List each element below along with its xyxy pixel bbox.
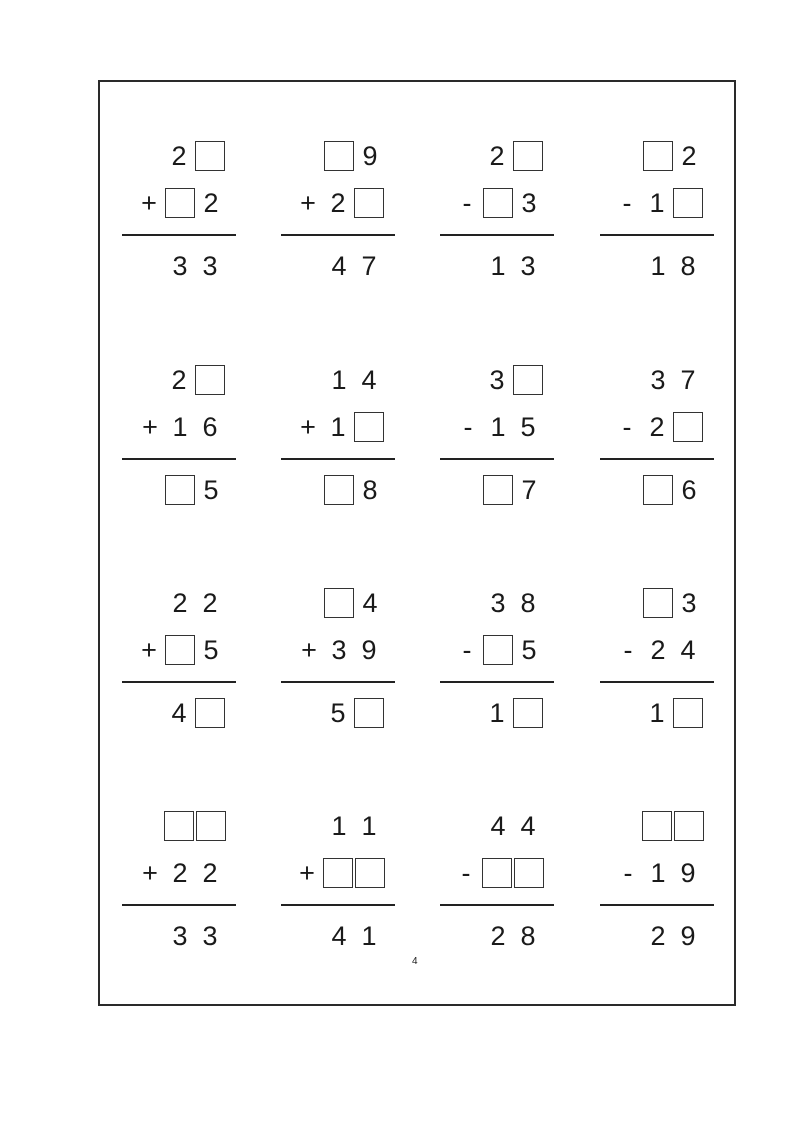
- result-number: [418, 916, 578, 956]
- sum-line: [440, 681, 554, 683]
- digit: 4: [490, 810, 506, 841]
- digit: 1: [649, 697, 665, 728]
- minus-operator: -: [462, 634, 472, 665]
- digit: 2: [203, 187, 219, 218]
- digit: 3: [520, 250, 536, 281]
- digit: 3: [521, 187, 537, 218]
- top-number: [259, 360, 419, 400]
- top-number: [418, 806, 578, 846]
- result-number: [578, 693, 738, 733]
- operand-line: [100, 183, 260, 223]
- operand-line: [578, 630, 738, 670]
- minus-operator: -: [623, 857, 633, 888]
- top-number: [578, 360, 738, 400]
- digit: 4: [362, 587, 378, 618]
- answer-box[interactable]: [673, 188, 703, 218]
- digit: 1: [330, 411, 346, 442]
- minus-operator: -: [623, 634, 633, 665]
- digit: 7: [521, 474, 537, 505]
- answer-box[interactable]: [324, 141, 354, 171]
- digit: 6: [202, 411, 218, 442]
- sum-line: [600, 681, 714, 683]
- digit: 8: [362, 474, 378, 505]
- math-problem: [100, 577, 260, 757]
- result-number: [578, 246, 738, 286]
- answer-box[interactable]: [195, 698, 225, 728]
- top-number: [578, 806, 738, 846]
- digit: 2: [202, 857, 218, 888]
- operand-line: [259, 853, 419, 893]
- minus-operator: -: [463, 411, 473, 442]
- digit: 5: [520, 411, 536, 442]
- digit: 3: [202, 920, 218, 951]
- digit: 4: [361, 364, 377, 395]
- answer-box[interactable]: [482, 858, 512, 888]
- math-problem: [578, 800, 738, 980]
- answer-box[interactable]: [483, 635, 513, 665]
- top-number: [100, 806, 260, 846]
- result-number: [259, 470, 419, 510]
- digit: 2: [650, 634, 666, 665]
- sum-line: [122, 234, 236, 236]
- digit: 2: [681, 140, 697, 171]
- math-problem: [100, 354, 260, 534]
- digit: 5: [203, 634, 219, 665]
- math-problem: [259, 800, 419, 980]
- result-number: [418, 246, 578, 286]
- top-number: [578, 136, 738, 176]
- answer-box[interactable]: [483, 475, 513, 505]
- digit: 9: [362, 140, 378, 171]
- sum-line: [440, 234, 554, 236]
- digit: 4: [520, 810, 536, 841]
- answer-box[interactable]: [642, 811, 672, 841]
- operand-line: [100, 630, 260, 670]
- answer-box[interactable]: [514, 858, 544, 888]
- digit: 3: [172, 920, 188, 951]
- top-number: [259, 806, 419, 846]
- answer-box[interactable]: [513, 698, 543, 728]
- math-problem: [418, 577, 578, 757]
- digit: 3: [172, 250, 188, 281]
- answer-box[interactable]: [674, 811, 704, 841]
- digit: 1: [650, 857, 666, 888]
- answer-box[interactable]: [643, 141, 673, 171]
- minus-operator: -: [622, 411, 632, 442]
- plus-operator: +: [300, 411, 316, 442]
- sum-line: [600, 904, 714, 906]
- math-problem: [259, 577, 419, 757]
- digit: 4: [331, 250, 347, 281]
- answer-box[interactable]: [323, 858, 353, 888]
- digit: 1: [489, 697, 505, 728]
- top-number: [578, 583, 738, 623]
- operand-line: [418, 630, 578, 670]
- digit: 1: [172, 411, 188, 442]
- result-number: [259, 693, 419, 733]
- digit: 1: [490, 250, 506, 281]
- operand-line: [418, 853, 578, 893]
- minus-operator: -: [462, 187, 472, 218]
- digit: 2: [490, 920, 506, 951]
- plus-operator: +: [300, 187, 316, 218]
- digit: 1: [650, 250, 666, 281]
- math-problem: [578, 577, 738, 757]
- math-problem: [100, 130, 260, 310]
- answer-box[interactable]: [355, 858, 385, 888]
- top-number: [100, 583, 260, 623]
- result-number: [418, 693, 578, 733]
- result-number: [100, 470, 260, 510]
- sum-line: [600, 234, 714, 236]
- digit: 2: [172, 857, 188, 888]
- page-number: 4: [412, 956, 418, 967]
- digit: 6: [681, 474, 697, 505]
- plus-operator: +: [141, 634, 157, 665]
- digit: 8: [520, 587, 536, 618]
- sum-line: [281, 681, 395, 683]
- sum-line: [281, 904, 395, 906]
- answer-box[interactable]: [165, 635, 195, 665]
- answer-box[interactable]: [195, 365, 225, 395]
- digit: 1: [361, 920, 377, 951]
- answer-box[interactable]: [513, 141, 543, 171]
- digit: 4: [331, 920, 347, 951]
- sum-line: [281, 234, 395, 236]
- sum-line: [440, 458, 554, 460]
- answer-box[interactable]: [354, 188, 384, 218]
- digit: 2: [202, 587, 218, 618]
- math-problem: [418, 800, 578, 980]
- digit: 2: [171, 364, 187, 395]
- math-problem: [578, 354, 738, 534]
- math-problem: [418, 130, 578, 310]
- minus-operator: -: [461, 857, 471, 888]
- answer-box[interactable]: [354, 412, 384, 442]
- operand-line: [418, 407, 578, 447]
- digit: 1: [331, 364, 347, 395]
- digit: 2: [649, 411, 665, 442]
- operand-line: [578, 407, 738, 447]
- result-number: [259, 246, 419, 286]
- math-problem: [100, 800, 260, 980]
- result-number: [578, 470, 738, 510]
- operand-line: [259, 630, 419, 670]
- top-number: [100, 136, 260, 176]
- digit: 5: [330, 697, 346, 728]
- digit: 3: [489, 364, 505, 395]
- digit: 4: [680, 634, 696, 665]
- digit: 9: [361, 634, 377, 665]
- digit: 3: [202, 250, 218, 281]
- digit: 8: [680, 250, 696, 281]
- digit: 3: [650, 364, 666, 395]
- digit: 1: [649, 187, 665, 218]
- answer-box[interactable]: [643, 475, 673, 505]
- top-number: [418, 136, 578, 176]
- answer-box[interactable]: [513, 365, 543, 395]
- operand-line: [418, 183, 578, 223]
- digit: 1: [490, 411, 506, 442]
- digit: 2: [489, 140, 505, 171]
- answer-box[interactable]: [195, 141, 225, 171]
- digit: 5: [521, 634, 537, 665]
- digit: 2: [171, 140, 187, 171]
- digit: 3: [681, 587, 697, 618]
- math-problem: [259, 354, 419, 534]
- sum-line: [440, 904, 554, 906]
- math-problem: [418, 354, 578, 534]
- sum-line: [600, 458, 714, 460]
- digit: 1: [361, 810, 377, 841]
- answer-box[interactable]: [196, 811, 226, 841]
- answer-box[interactable]: [324, 588, 354, 618]
- operand-line: [578, 853, 738, 893]
- answer-box[interactable]: [483, 188, 513, 218]
- plus-operator: +: [301, 634, 317, 665]
- answer-box[interactable]: [324, 475, 354, 505]
- result-number: [259, 916, 419, 956]
- math-problem: [259, 130, 419, 310]
- digit: 3: [490, 587, 506, 618]
- digit: 2: [172, 587, 188, 618]
- answer-box[interactable]: [673, 412, 703, 442]
- sum-line: [122, 681, 236, 683]
- digit: 9: [680, 920, 696, 951]
- result-number: [578, 916, 738, 956]
- digit: 7: [361, 250, 377, 281]
- digit: 3: [331, 634, 347, 665]
- operand-line: [578, 183, 738, 223]
- top-number: [259, 136, 419, 176]
- operand-line: [100, 853, 260, 893]
- operand-line: [259, 407, 419, 447]
- math-problem: [578, 130, 738, 310]
- digit: 2: [650, 920, 666, 951]
- answer-box[interactable]: [165, 188, 195, 218]
- answer-box[interactable]: [643, 588, 673, 618]
- digit: 1: [331, 810, 347, 841]
- result-number: [100, 693, 260, 733]
- digit: 4: [171, 697, 187, 728]
- top-number: [418, 360, 578, 400]
- digit: 8: [520, 920, 536, 951]
- operand-line: [100, 407, 260, 447]
- minus-operator: -: [622, 187, 632, 218]
- answer-box[interactable]: [354, 698, 384, 728]
- top-number: [100, 360, 260, 400]
- sum-line: [122, 904, 236, 906]
- answer-box[interactable]: [673, 698, 703, 728]
- plus-operator: +: [142, 411, 158, 442]
- digit: 2: [330, 187, 346, 218]
- sum-line: [281, 458, 395, 460]
- digit: 5: [203, 474, 219, 505]
- top-number: [418, 583, 578, 623]
- digit: 9: [680, 857, 696, 888]
- result-number: [100, 246, 260, 286]
- result-number: [418, 470, 578, 510]
- sum-line: [122, 458, 236, 460]
- result-number: [100, 916, 260, 956]
- plus-operator: +: [299, 857, 315, 888]
- plus-operator: +: [141, 187, 157, 218]
- digit: 7: [680, 364, 696, 395]
- operand-line: [259, 183, 419, 223]
- top-number: [259, 583, 419, 623]
- answer-box[interactable]: [165, 475, 195, 505]
- answer-box[interactable]: [164, 811, 194, 841]
- plus-operator: +: [142, 857, 158, 888]
